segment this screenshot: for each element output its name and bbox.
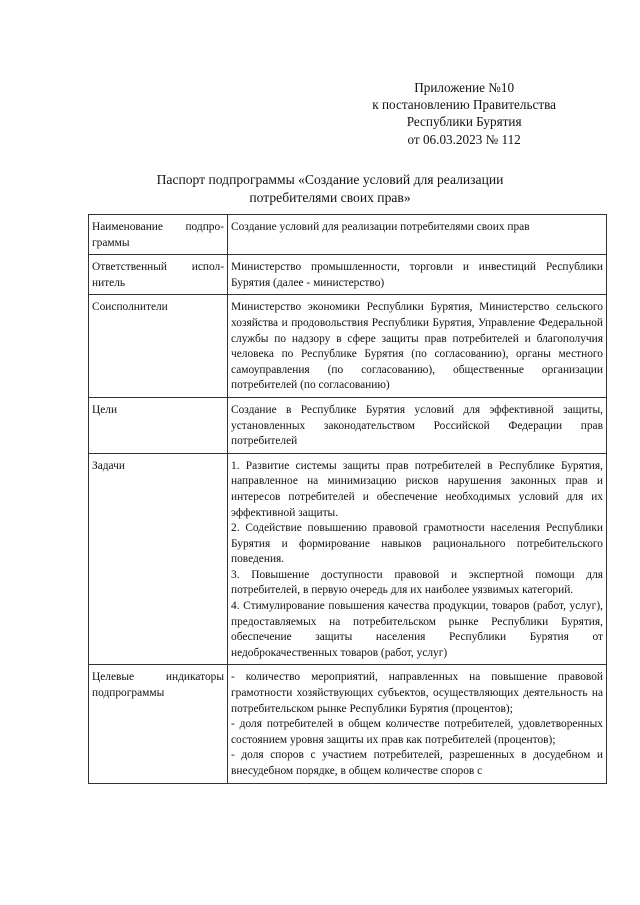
appendix-number: Приложение №10: [414, 80, 515, 95]
passport-table: [88, 214, 607, 784]
row-label: Цели: [89, 397, 228, 453]
row-text: Создание в Республике Бурятия условий для эффективной защиты, установленных законодательством Российской Федерации прав потребителей: [231, 403, 603, 448]
resolution-date-number: от 06.03.2023 № 112: [407, 131, 521, 147]
title-line-1: Паспорт подпрограммы «Создание условий для реализации: [156, 172, 504, 187]
document-header: [372, 79, 556, 148]
task-item: 2. Содействие повышению правовой грамотности населения Республики Бурятия и формирование навыков рационального потребительского поведения.: [231, 522, 603, 566]
row-content: [228, 397, 607, 453]
row-text: Министерство экономики Республики Бурятия, Министерство сельского хозяйства и продовольствия Республики Бурятия, Управление Федеральной службы по надзору в сфере защиты прав потребителей и благополучия человека по Республике Бурятия (по согласованию), органы местного самоуправления (по согласованию), общественные организации потребителей (по согласованию): [231, 301, 603, 392]
row-label: Целевые индикаторы подпрограммы: [89, 665, 228, 783]
indicator-item: - количество мероприятий, направленных на повышение правовой грамотности хозяйствующих субъектов, осуществляющих деятельность на потребительском рынке Республики Бурятия (процентов);: [231, 671, 603, 715]
resolution-reference: к постановлению Правительства: [372, 97, 556, 113]
table-row: [89, 255, 607, 295]
table-row: [89, 665, 607, 783]
row-label: Наименование подпро-граммы: [89, 215, 228, 255]
row-content: [228, 295, 607, 398]
row-content: [228, 255, 607, 295]
republic-name: Республики Бурятия: [406, 114, 522, 130]
row-label: Задачи: [89, 453, 228, 665]
title-line-2: потребителями своих прав»: [249, 190, 411, 205]
row-text: Министерство промышленности, торговли и инвестиций Республики Бурятия (далее - министерство): [231, 261, 603, 289]
row-label: Ответственный испол-нитель: [89, 255, 228, 295]
task-item: 3. Повышение доступности правовой и экспертной помощи для потребителей, в первую очередь для их наиболее уязвимых категорий.: [231, 568, 603, 597]
table-row: [89, 453, 607, 665]
task-item: 1. Развитие системы защиты прав потребителей в Республике Бурятия, направленное на минимизацию рисков нарушения законных прав и интересов потребителей и обеспечение необходимых условий для их эффективной защиты.: [231, 459, 603, 519]
page-title: [60, 171, 600, 207]
row-content: [228, 453, 607, 665]
task-item: 4. Стимулирование повышения качества продукции, товаров (работ, услуг), предоставляемых на потребительском рынке Республики Бурятия, обеспечение защиты населения Республики Бурятия от недоброкачественных товаров (работ, услуг): [231, 600, 603, 659]
row-content: [228, 215, 607, 255]
table-row: [89, 215, 607, 255]
indicator-item: - доля споров с участием потребителей, разрешенных в досудебном и внесудебном порядке, в общем количестве споров с: [231, 749, 603, 777]
row-label: Соисполнители: [89, 295, 228, 398]
table-row: [89, 397, 607, 453]
row-content: [228, 665, 607, 783]
indicator-item: - доля потребителей в общем количестве потребителей, удовлетворенных состоянием уровня защиты их прав как потребителей (процентов);: [231, 718, 603, 746]
table-row: [89, 295, 607, 398]
row-text: Создание условий для реализации потребителями своих прав: [231, 221, 530, 233]
